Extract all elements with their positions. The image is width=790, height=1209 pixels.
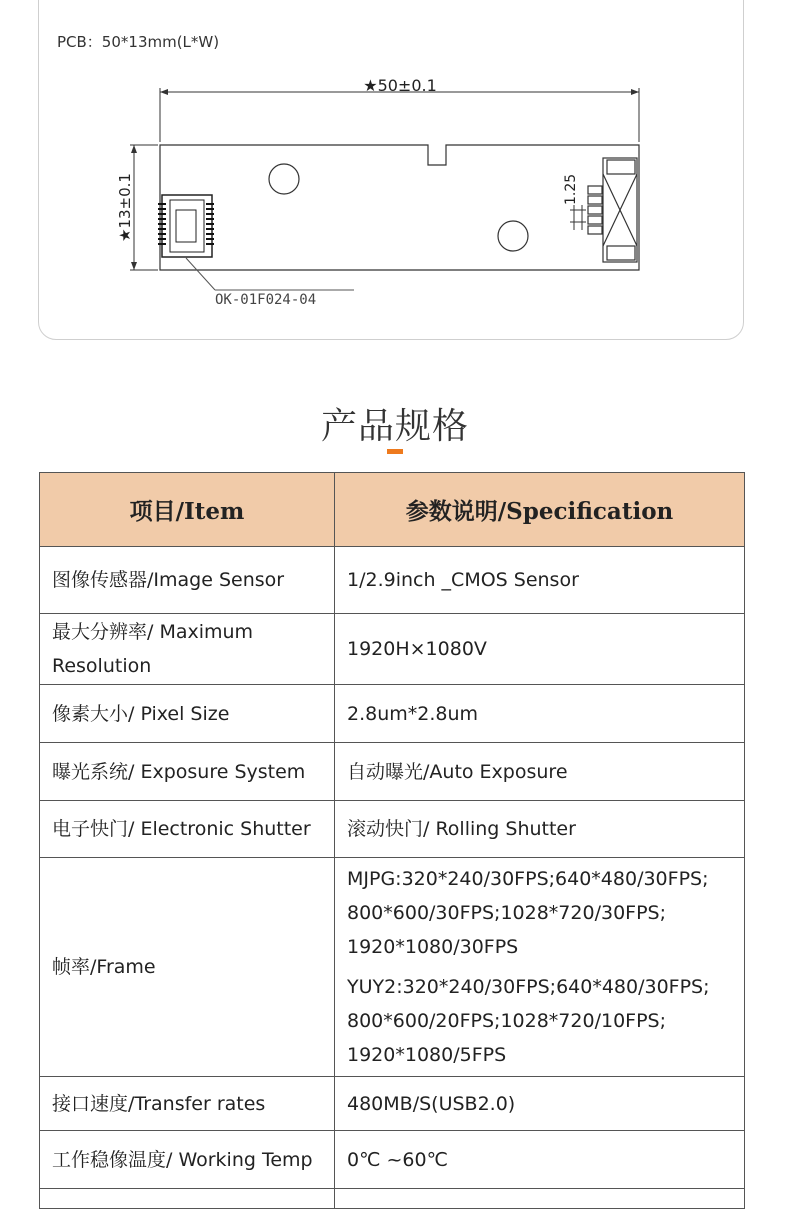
table-row (40, 1131, 745, 1189)
row-item: 曝光系统/ Exposure System (40, 743, 335, 801)
row-spec: 480MB/S(USB2.0) (335, 1077, 745, 1131)
connector-part-label: OK-01F024-04 (215, 292, 317, 308)
row-item: 像素大小/ Pixel Size (40, 685, 335, 743)
row-item: 工作稳像温度/ Working Temp (40, 1131, 335, 1189)
row-item: 最大分辨率/ Maximum Resolution (40, 614, 335, 685)
row-item: 图像传感器/Image Sensor (40, 547, 335, 614)
pcb-outline (160, 145, 639, 270)
title-accent-bar (387, 449, 403, 454)
frame-mjpg: MJPG:320*240/30FPS;640*480/30FPS; 800*600/30FPS;1028*720/30FPS; 1920*1080/30FPS (347, 868, 709, 958)
table-row (40, 685, 745, 743)
table-row (40, 743, 745, 801)
table-row (40, 801, 745, 858)
pcb-size-label: PCB：50*13mm(L*W) (57, 33, 220, 51)
row-spec: 自动曝光/Auto Exposure (335, 743, 745, 801)
spec-table (39, 472, 745, 1209)
row-spec: 1/2.9inch _CMOS Sensor (335, 547, 745, 614)
row-item: 帧率/Frame (40, 858, 335, 1077)
table-header-row (40, 473, 745, 547)
row-spec: 2.8um*2.8um (335, 685, 745, 743)
length-dimension: ★50±0.1 (363, 76, 437, 95)
row-spec: 0℃ ~60℃ (335, 1131, 745, 1189)
board-connector (158, 195, 214, 257)
width-dimension: ★13±0.1 (116, 173, 134, 242)
pitch-dimension: 1.25 (563, 173, 579, 205)
row-item: 电子快门/ Electronic Shutter (40, 801, 335, 858)
mount-hole (269, 164, 299, 194)
row-spec (335, 858, 745, 1077)
table-row (40, 614, 745, 685)
table-row (40, 1077, 745, 1131)
table-row (40, 858, 745, 1077)
usb-connector (588, 158, 637, 262)
pcb-dimension-drawing (0, 0, 790, 340)
row-spec: 1920H×1080V (335, 614, 745, 685)
table-row (40, 547, 745, 614)
frame-yuy2: YUY2:320*240/30FPS;640*480/30FPS; 800*600/20FPS;1028*720/10FPS; 1920*1080/5FPS (347, 976, 710, 1066)
header-spec: 参数说明/Specification (335, 473, 745, 547)
section-title: 产品规格 (320, 406, 469, 447)
header-item: 项目/Item (40, 473, 335, 547)
row-item: 接口速度/Transfer rates (40, 1077, 335, 1131)
row-spec: 滚动快门/ Rolling Shutter (335, 801, 745, 858)
mount-hole (498, 221, 528, 251)
table-row (40, 1189, 745, 1209)
